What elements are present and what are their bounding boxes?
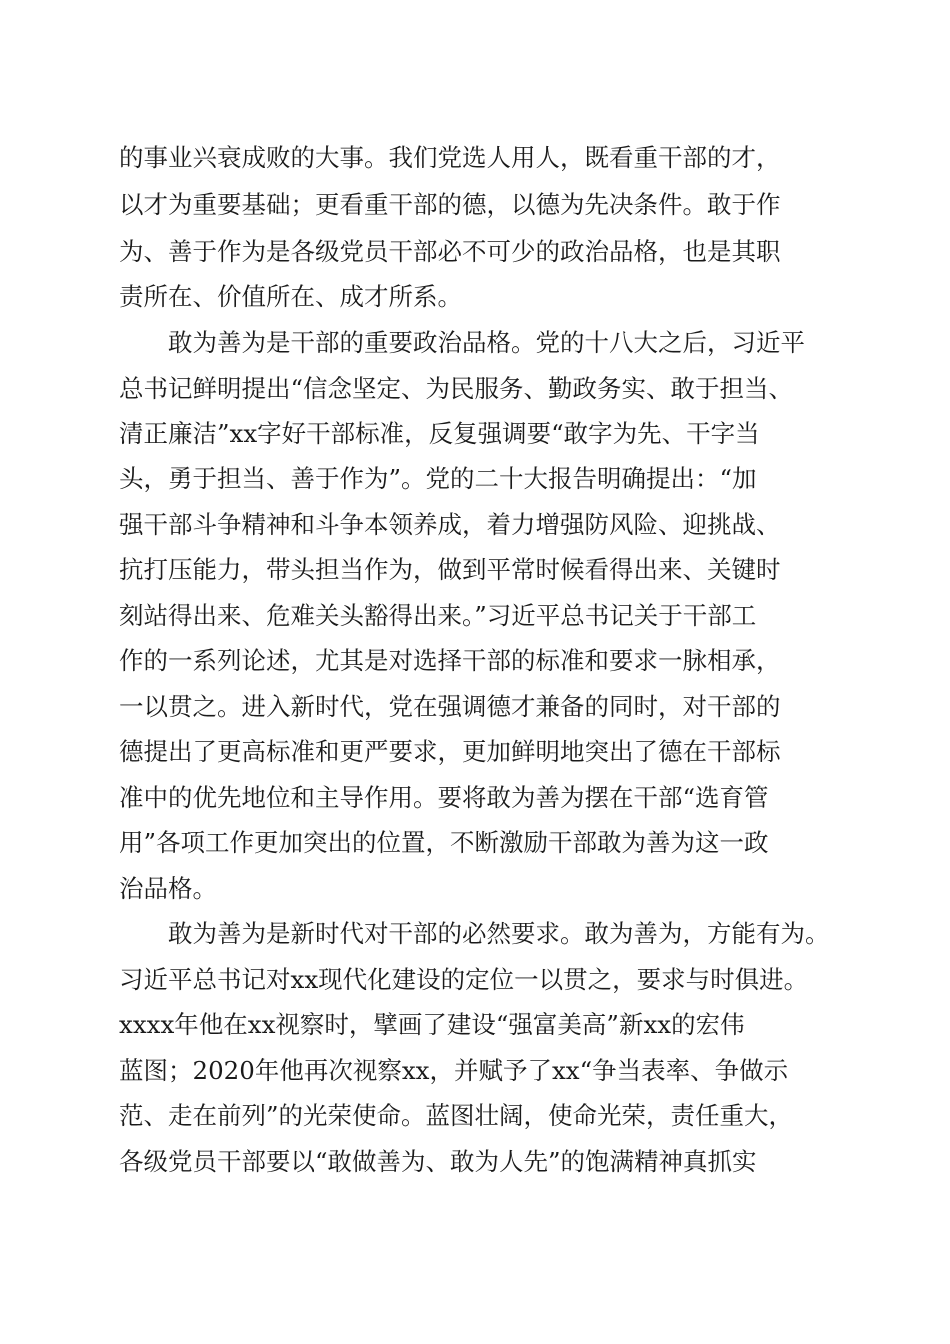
text-line: 刻站得出来、危难关头豁得出来。”习近平总书记关于干部工 xyxy=(119,601,757,630)
text-line: 强干部斗争精神和斗争本领养成，着力增强防风险、迎挑战、 xyxy=(119,510,781,539)
text-line: 头，勇于担当、善于作为”。党的二十大报告明确提出：“加 xyxy=(119,464,757,493)
text-line: 的事业兴衰成败的大事。我们党选人用人，既看重干部的才， xyxy=(119,143,781,172)
text-line: 习近平总书记对xx现代化建设的定位一以贯之，要求与时俱进。 xyxy=(119,965,809,994)
text-line: 德提出了更高标准和更严要求，更加鲜明地突出了德在干部标 xyxy=(119,737,781,766)
paragraph-start-line: 敢为善为是新时代对干部的必然要求。敢为善为，方能有为。 xyxy=(168,919,830,948)
text-line: 责所在、价值所在、成才所系。 xyxy=(119,282,462,311)
text-line: 抗打压能力，带头担当作为，做到平常时候看得出来、关键时 xyxy=(119,555,781,584)
text-line: 一以贯之。进入新时代，党在强调德才兼备的同时，对干部的 xyxy=(119,692,781,721)
text-line: 各级党员干部要以“敢做善为、敢为人先”的饱满精神真抓实 xyxy=(119,1147,757,1176)
text-line: 清正廉洁”xx字好干部标准，反复强调要“敢字为先、干字当 xyxy=(119,419,760,448)
text-line: 准中的优先地位和主导作用。要将敢为善为摆在干部“选育管 xyxy=(119,783,769,812)
text-line: 用”各项工作更加突出的位置，不断激励干部敢为善为这一政 xyxy=(119,828,769,857)
text-line: 范、走在前列”的光荣使命。蓝图壮阔，使命光荣，责任重大， xyxy=(119,1101,794,1130)
text-line: 治品格。 xyxy=(119,874,217,903)
text-line: xxxx年他在xx视察时，擘画了建设“强富美高”新xx的宏伟 xyxy=(119,1010,745,1039)
text-line: 蓝图；2020年他再次视察xx，并赋予了xx“争当表率、争做示 xyxy=(119,1056,789,1085)
text-line: 为、善于作为是各级党员干部必不可少的政治品格，也是其职 xyxy=(119,237,781,266)
text-line: 以才为重要基础；更看重干部的德，以德为先决条件。敢于作 xyxy=(119,190,781,219)
text-line: 总书记鲜明提出“信念坚定、为民服务、勤政务实、敢于担当、 xyxy=(119,374,794,403)
text-line: 作的一系列论述，尤其是对选择干部的标准和要求一脉相承， xyxy=(119,646,781,675)
paragraph-start-line: 敢为善为是干部的重要政治品格。党的十八大之后，习近平 xyxy=(168,328,805,357)
